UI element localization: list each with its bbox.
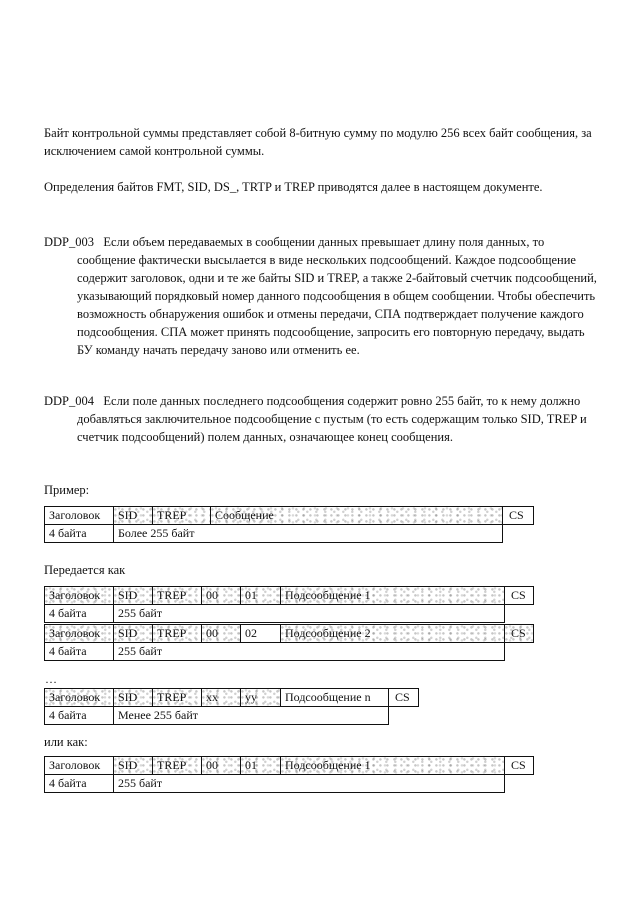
header-size-cell: 4 байта xyxy=(44,642,114,661)
submessage-cell: Подсообщение 1 xyxy=(280,756,505,775)
header-size-cell: 4 байта xyxy=(44,706,114,725)
message-cell: Сообщение xyxy=(210,506,503,525)
cs-cell: CS xyxy=(504,586,534,605)
body-size-cell: Более 255 байт xyxy=(113,524,503,543)
counter-hi-cell: 00 xyxy=(201,756,241,775)
body-size-cell: 255 байт xyxy=(113,604,505,623)
counter-hi-cell: 00 xyxy=(201,586,241,605)
trep-cell: TREP xyxy=(152,506,211,525)
example-label: Пример: xyxy=(44,483,90,497)
definitions-paragraph: Определения байтов FMT, SID, DS_, TRTP и TREP приводятся далее в настоящем документе. xyxy=(44,180,543,194)
submessage-cell: Подсообщение 1 xyxy=(280,586,505,605)
header-cell: Заголовок xyxy=(44,756,114,775)
counter-hi-cell: 00 xyxy=(201,624,241,643)
cs-cell: CS xyxy=(502,506,534,525)
sid-cell: SID xyxy=(113,624,153,643)
trep-cell: TREP xyxy=(152,756,202,775)
sid-cell: SID xyxy=(113,586,153,605)
header-size-cell: 4 байта xyxy=(44,524,114,543)
cs-cell: CS xyxy=(504,756,534,775)
header-cell: Заголовок xyxy=(44,586,114,605)
counter-lo-cell: yy xyxy=(240,688,281,707)
header-cell: Заголовок xyxy=(44,624,114,643)
requirement-ddp-004 xyxy=(44,392,602,446)
cs-cell: CS xyxy=(504,624,534,643)
body-size-cell: Менее 255 байт xyxy=(113,706,389,725)
header-size-cell: 4 байта xyxy=(44,774,114,793)
requirement-text: Если поле данных последнего подсообщения содержит ровно 255 байт, то к нему должно добавляться заключительное подсообщение с пустым (то есть содержащим только SID, TREP и счетчик подсообщений) полем данных, означающее конец сообщения. xyxy=(77,394,587,444)
header-size-cell: 4 байта xyxy=(44,604,114,623)
trep-cell: TREP xyxy=(152,688,202,707)
sid-cell: SID xyxy=(113,688,153,707)
counter-lo-cell: 01 xyxy=(240,586,281,605)
requirement-text: Если объем передаваемых в сообщении данных превышает длину поля данных, то сообщение фактически высылается в виде нескольких подсообщений. Каждое подсообщение содержит заголовок, одни и те же байты SID и TREP, а также 2-байтовый счетчик подсообщений, указывающий порядковый номер данного подсообщения в общем сообщении. Чтобы обеспечить возможность обнаружения ошибок и отмены передачи, СПА подтверждает получение каждого подсообщения. СПА может принять подсообщение, запросить его повторную передачу, выдать БУ команду начать передачу заново или отменить ее. xyxy=(77,235,597,357)
ellipsis: … xyxy=(45,672,57,686)
body-size-cell: 255 байт xyxy=(113,642,505,661)
submessage-cell: Подсообщение n xyxy=(280,688,389,707)
requirement-ddp-003 xyxy=(44,233,602,359)
requirement-id: DDP_004 xyxy=(44,394,95,408)
requirement-id: DDP_003 xyxy=(44,235,95,249)
header-cell: Заголовок xyxy=(44,688,114,707)
counter-lo-cell: 02 xyxy=(240,624,281,643)
header-cell: Заголовок xyxy=(44,506,114,525)
counter-lo-cell: 01 xyxy=(240,756,281,775)
trep-cell: TREP xyxy=(152,624,202,643)
checksum-paragraph: Байт контрольной суммы представляет собой 8-битную сумму по модулю 256 всех байт сообщения, за исключением самой контрольной суммы. xyxy=(44,126,592,158)
transmitted-as-label: Передается как xyxy=(44,563,126,577)
or-as-label: или как: xyxy=(44,735,88,749)
sid-cell: SID xyxy=(113,756,153,775)
submessage-cell: Подсообщение 2 xyxy=(280,624,505,643)
sid-cell: SID xyxy=(113,506,153,525)
counter-hi-cell: xx xyxy=(201,688,241,707)
trep-cell: TREP xyxy=(152,586,202,605)
body-size-cell: 255 байт xyxy=(113,774,505,793)
cs-cell: CS xyxy=(388,688,419,707)
